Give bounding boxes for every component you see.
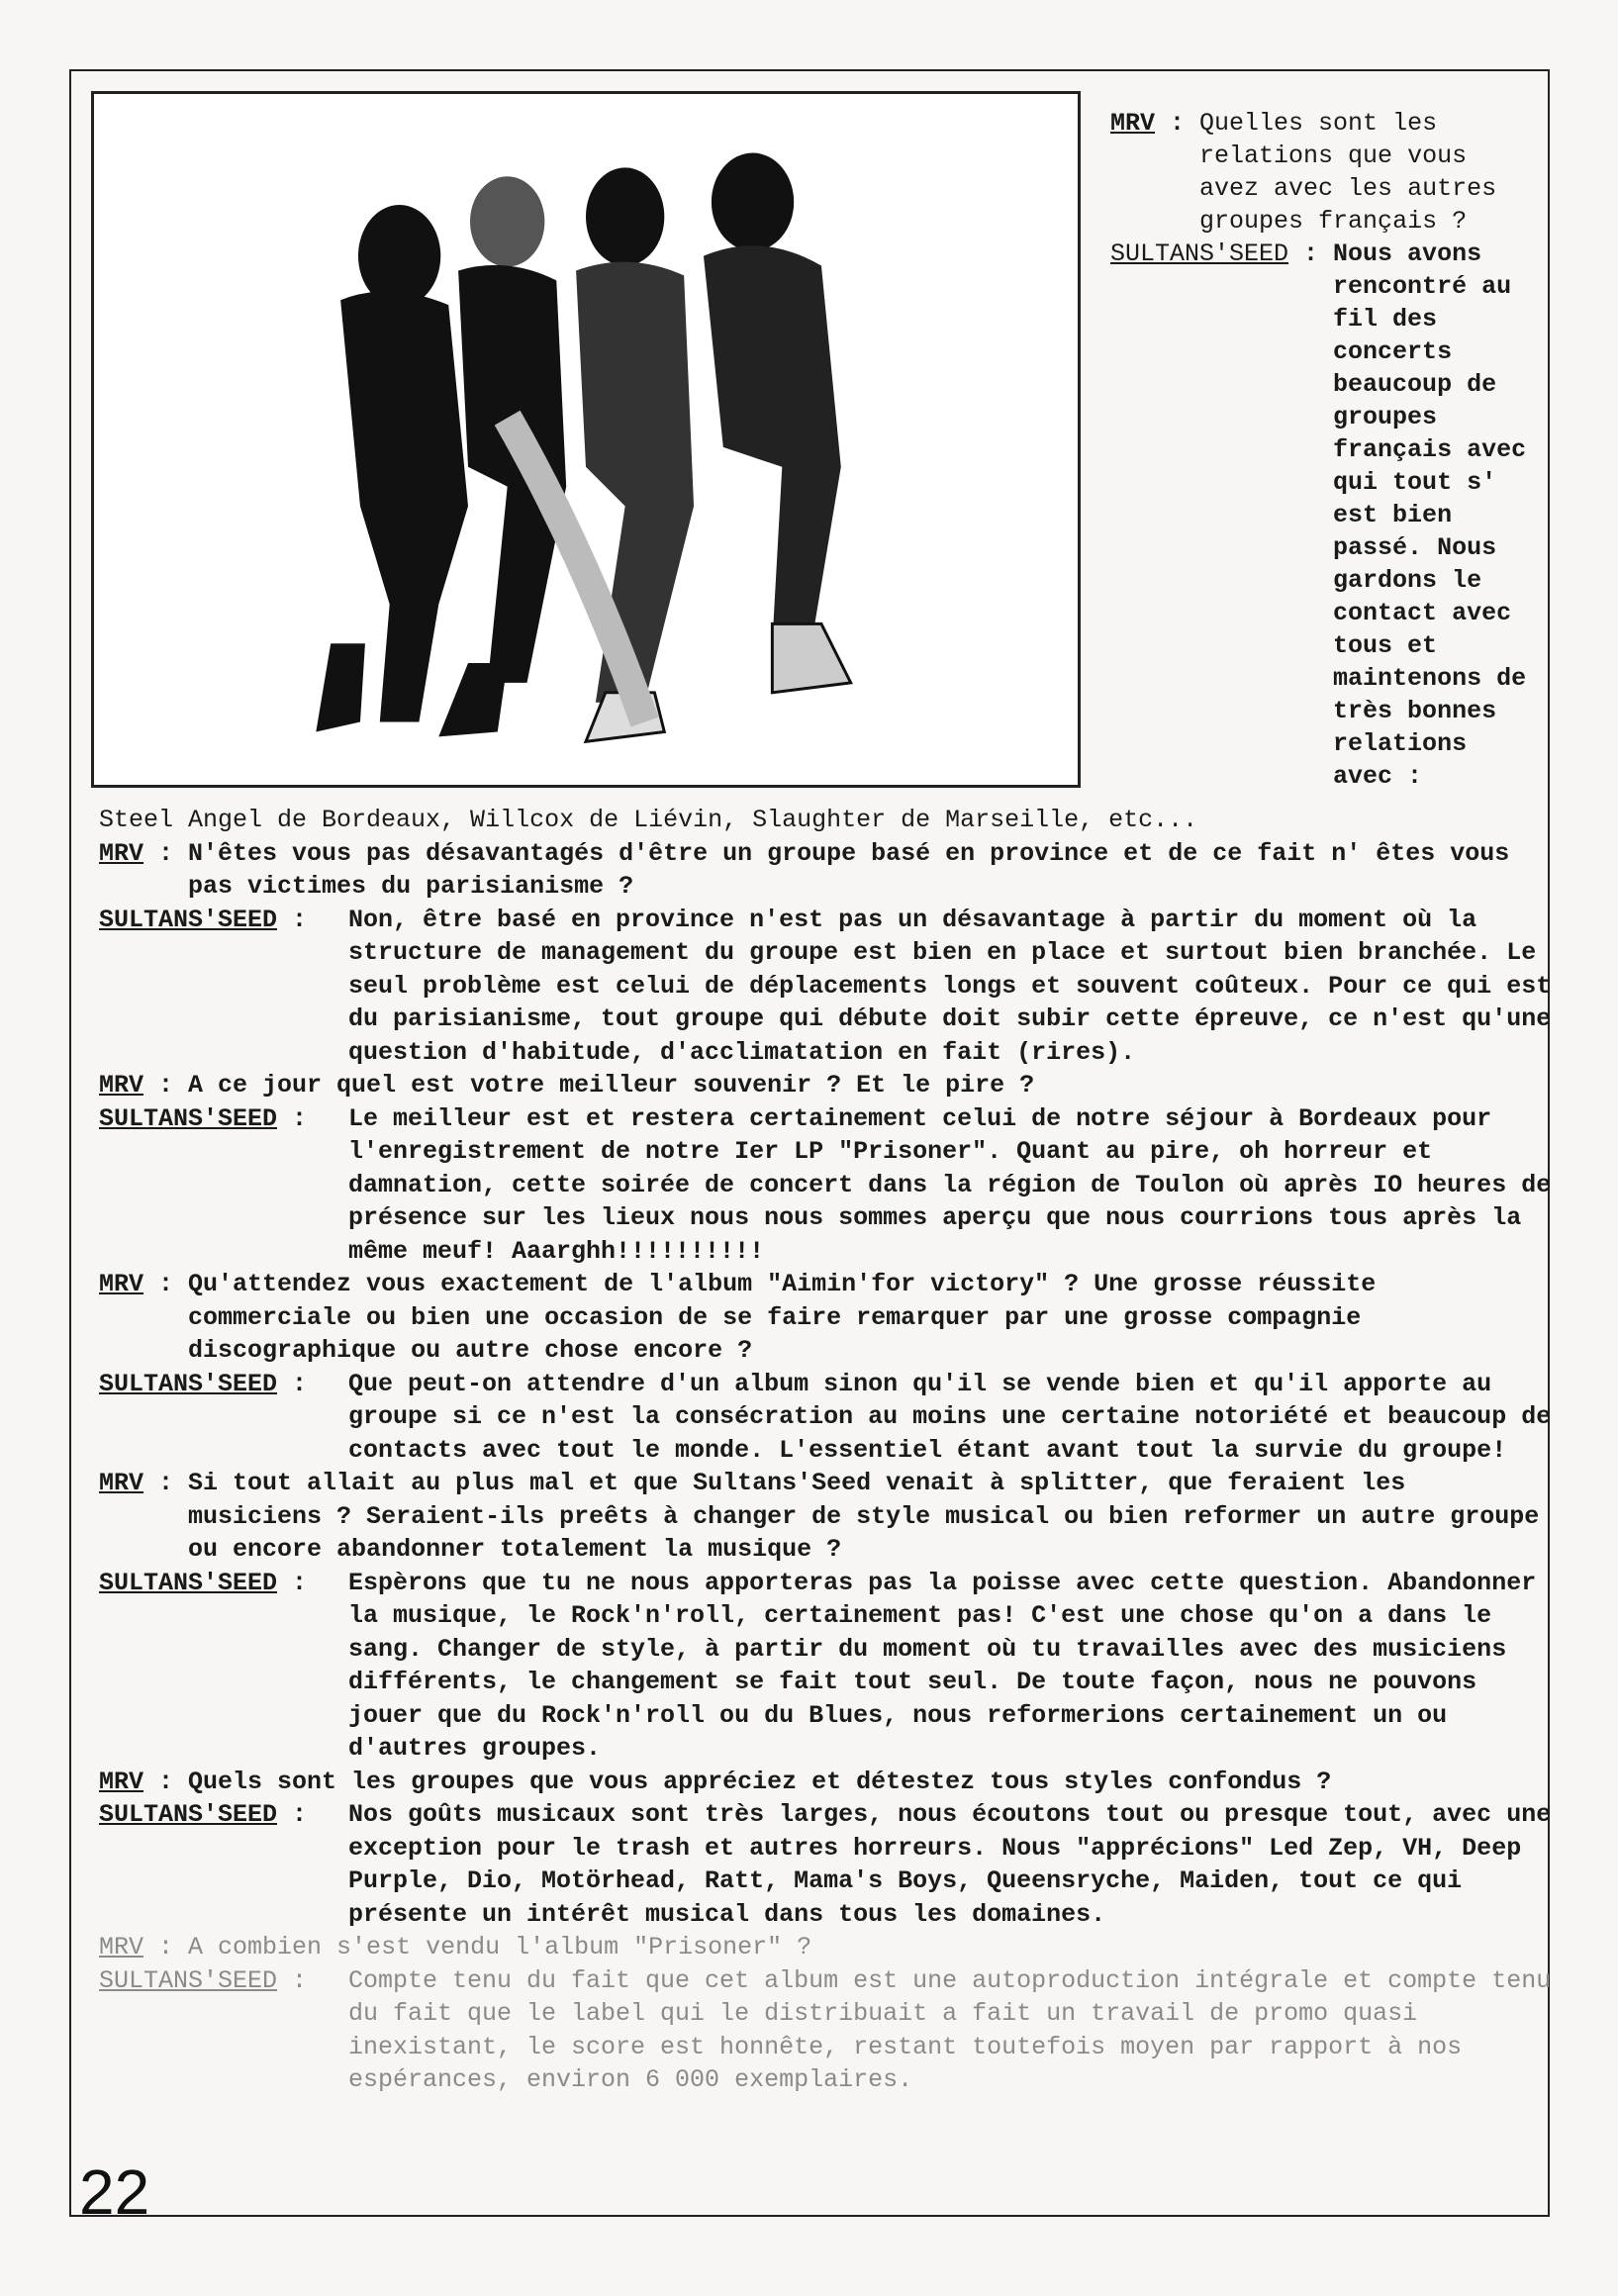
- entry-text: Le meilleur est et restera certainement celui de notre séjour à Bordeaux pour l'enregistrement de notre Ier LP "Prisoner". Quant au pire, oh horreur et damnation, cette soirée de concert dans la région de Toulon où après IO heures de présence sur les lieux nous nous sommes aperçu que nous courrions tous après la même meuf! Aaarghh!!!!!!!!!!: [348, 1103, 1552, 1266]
- interview-entry: [99, 1268, 1554, 1368]
- speaker-separator: :: [1288, 239, 1334, 268]
- speaker-separator: :: [143, 1767, 189, 1796]
- entry-text: Qu'attendez vous exactement de l'album "Aimin'for victory" ? Une grosse réussite commerciale ou bien une occasion de se faire remarquer par une grosse compagnie discographique ou autre chose encore ?: [188, 1270, 1377, 1365]
- speaker-label: MRV: [99, 1767, 144, 1796]
- speaker-label: SULTANS'SEED: [99, 1103, 278, 1133]
- side-answer: [1110, 238, 1546, 793]
- speaker-separator: :: [143, 1469, 189, 1497]
- interview-entry: [99, 1931, 1554, 1964]
- interview-entry: [99, 1069, 1554, 1102]
- speaker-label: SULTANS'SEED: [99, 1369, 278, 1398]
- band-photo-image: [94, 94, 1078, 785]
- interview-entry: [99, 1368, 1554, 1468]
- question-text: Quelles sont les relations que vous avez avec les autres groupes français ?: [1199, 109, 1497, 236]
- speaker-label: MRV: [99, 838, 144, 868]
- interview-entry: [99, 1467, 1554, 1567]
- entry-text: Si tout allait au plus mal et que Sultans'Seed venait à splitter, que feraient les musiciens ? Seraient-ils preêts à changer de style musical ou bien reformer un autre groupe ou encore abandonner totalement la musique ?: [188, 1469, 1540, 1564]
- speaker-label-wrap: [99, 1102, 348, 1269]
- continuation-line: Steel Angel de Bordeaux, Willcox de Liévin, Slaughter de Marseille, etc...: [99, 806, 1198, 834]
- speaker-separator: :: [277, 1103, 323, 1133]
- speaker-label-wrap: [99, 1368, 348, 1468]
- speaker-separator: :: [277, 1965, 323, 1995]
- interview-entry: [99, 904, 1554, 1070]
- entry-text: Compte tenu du fait que cet album est une autoproduction intégrale et compte tenu du fait que le label qui le distribuait a fait un travail de promo quasi inexistant, le score est honnête, restant toutefois moyen par rapport à nos espérances, environ 6 000 exemplaires.: [348, 1965, 1552, 2094]
- speaker-label: MRV: [99, 1270, 144, 1298]
- interview-entry: [99, 1766, 1554, 1799]
- side-question: [1110, 107, 1546, 238]
- speaker-label: MRV: [99, 1933, 144, 1961]
- speaker-separator: :: [277, 905, 323, 934]
- speaker-label-wrap: [99, 904, 348, 1070]
- speaker-label: SULTANS'SEED: [99, 905, 278, 934]
- speaker-separator: :: [277, 1800, 323, 1829]
- entry-text: A combien s'est vendu l'album "Prisoner" ?: [188, 1933, 812, 1961]
- speaker-separator: :: [1155, 109, 1200, 138]
- entry-text: Espèrons que tu ne nous apporteras pas la poisse avec cette question. Abandonner la musique, le Rock'n'roll, certainement pas! C'est une chose qu'on a dans le sang. Changer de style, à partir du moment où tu travailles avec des musiciens différents, le changement se fait tout seul. De toute façon, nous ne pouvons jouer que du Rock'n'roll ou du Blues, nous reformerions certainement un ou d'autres groupes.: [348, 1568, 1537, 1763]
- interview-entry: [99, 1798, 1554, 1931]
- interview-entry: [99, 837, 1554, 904]
- entry-text: Nos goûts musicaux sont très larges, nous écoutons tout ou presque tout, avec une exception pour le trash et autres horreurs. Nous "apprécions" Led Zep, VH, Deep Purple, Dio, Motörhead, Ratt, Mama's Boys, Queensryche, Maiden, tout ce qui présente un intérêt musical dans tous les domaines.: [348, 1800, 1552, 1929]
- speaker-separator: :: [143, 1933, 189, 1961]
- entry-text: Non, être basé en province n'est pas un désavantage à partir du moment où la structure de management du groupe est bien en place et surtout bien branchée. Le seul problème est celui de déplacements longs et souvent coûteux. Pour ce qui est du parisianisme, tout groupe qui débute doit subir cette épreuve, ce n'est qu'une question d'habitude, d'acclimatation en fait (rires).: [348, 905, 1552, 1067]
- interview-entry: [99, 1567, 1554, 1766]
- entry-text: Que peut-on attendre d'un album sinon qu'il se vende bien et qu'il apporte au groupe si ce n'est la consécration au moins une certaine notoriété et beaucoup de contacts avec tout le monde. L'essentiel étant avant tout la survie du groupe!: [348, 1369, 1552, 1465]
- interview-entry: [99, 1102, 1554, 1269]
- speaker-label: SULTANS'SEED: [99, 1568, 278, 1597]
- speaker-label-wrap: [99, 1798, 348, 1931]
- entry-text: N'êtes vous pas désavantagés d'être un groupe basé en province et de ce fait n' êtes vous pas victimes du parisianisme ?: [188, 838, 1510, 901]
- interview-entry: [99, 1964, 1554, 2097]
- band-photo: [91, 91, 1081, 788]
- speaker-label: SULTANS'SEED: [99, 1800, 278, 1829]
- entry-text: Quels sont les groupes que vous appréciez et détestez tous styles confondus ?: [188, 1767, 1332, 1796]
- speaker-separator: :: [277, 1568, 323, 1597]
- interview-entries: [99, 837, 1554, 2097]
- interview-body: [99, 804, 1554, 2097]
- speaker-label: SULTANS'SEED: [1110, 239, 1289, 268]
- page-number: 22: [79, 2156, 150, 2228]
- speaker-label: MRV: [99, 1469, 144, 1497]
- speaker-label: MRV: [1110, 109, 1156, 138]
- speaker-label: MRV: [99, 1071, 144, 1100]
- speaker-separator: :: [143, 1071, 189, 1100]
- speaker-label-wrap: [99, 1964, 348, 2097]
- speaker-separator: :: [143, 1270, 189, 1298]
- speaker-separator: :: [143, 838, 189, 868]
- speaker-label-wrap: [99, 1567, 348, 1766]
- side-block: [1110, 107, 1546, 793]
- entry-text: A ce jour quel est votre meilleur souvenir ? Et le pire ?: [188, 1071, 1035, 1100]
- answer-text: Nous avons rencontré au fil des concerts beaucoup de groupes français avec qui tout s' est bien passé. Nous gardons le contact avec tous et maintenons de très bonnes relations avec :: [1333, 239, 1527, 791]
- speaker-label: SULTANS'SEED: [99, 1965, 278, 1995]
- speaker-separator: :: [277, 1369, 323, 1398]
